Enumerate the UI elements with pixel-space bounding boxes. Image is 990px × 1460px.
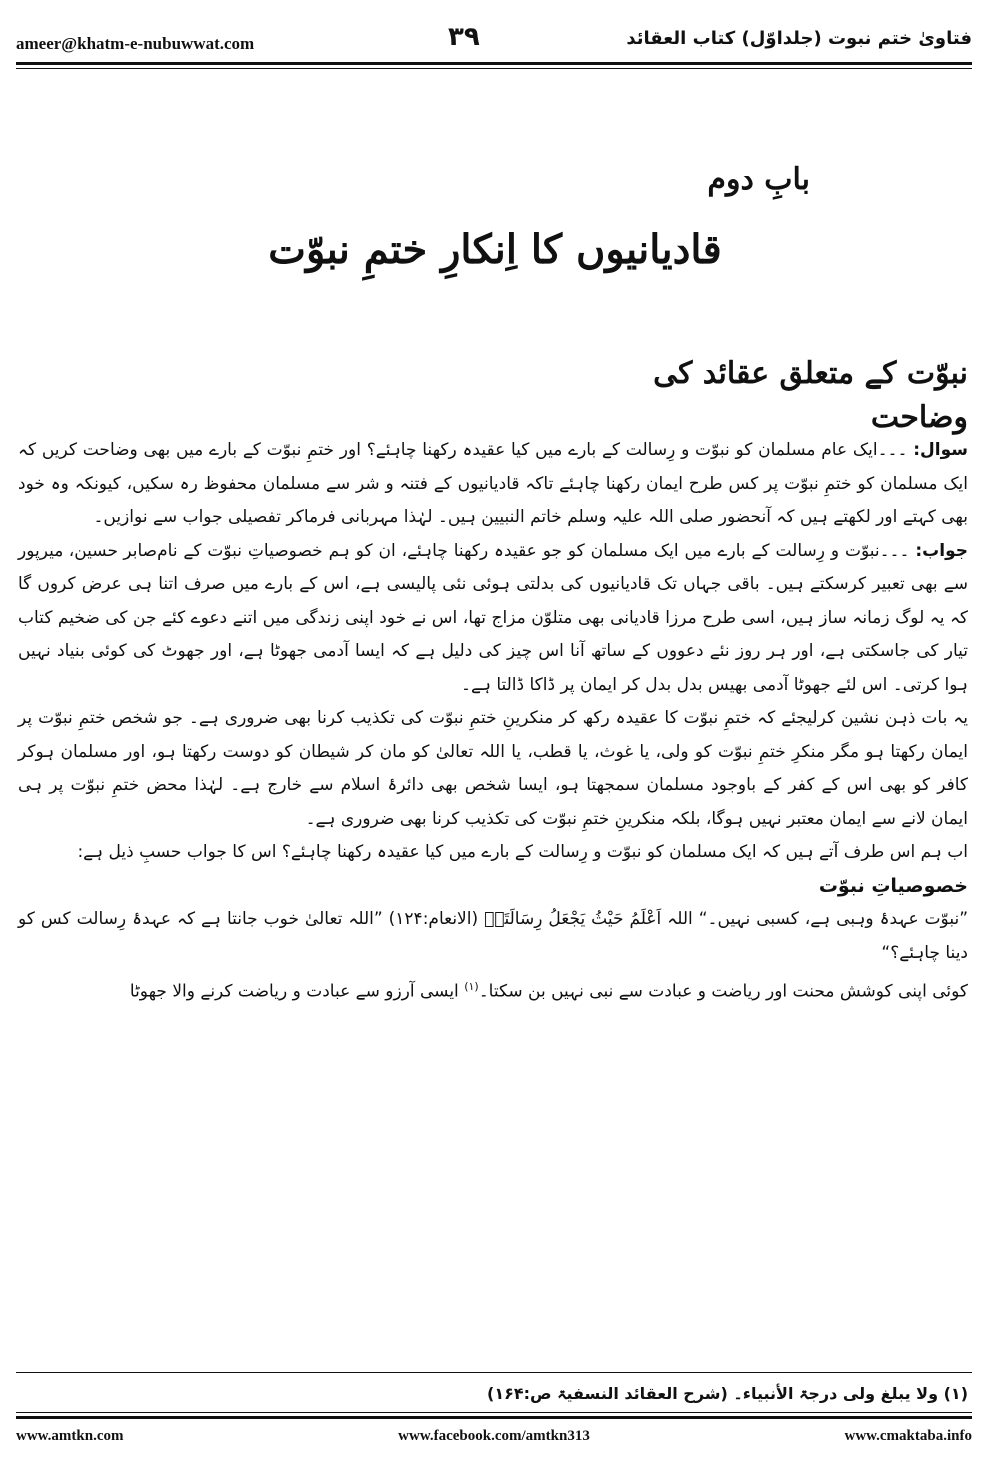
- chapter-title: قادیانیوں کا اِنکارِ ختمِ نبوّت: [268, 226, 722, 273]
- last-paragraph: [18, 970, 968, 1009]
- footer-link-cmaktaba: www.cmaktaba.info: [844, 1428, 972, 1444]
- footer-rule-thick: [16, 1416, 972, 1419]
- quote-after: ”اللہ تعالیٰ خوب جانتا ہے کہ عہدۂ رِسالت کس کو دینا چاہئے؟“: [18, 909, 968, 963]
- paragraph: اب ہم اس طرف آتے ہیں کہ ایک مسلمان کو نبوّت و رِسالت کے بارے میں کیا عقیدہ رکھنا چاہئے؟ اس کا جواب حسبِ ذیل ہے:: [77, 842, 968, 862]
- body-text: [18, 434, 968, 1009]
- page-number: ۳۹: [448, 22, 480, 52]
- quote-ref: (الانعام:۱۲۴): [388, 909, 479, 929]
- header-email: ameer@khatm-e-nubuwwat.com: [16, 34, 255, 53]
- last-line-text: کوئی اپنی کوشش محنت اور ریاضت و عبادت سے نبی نہیں بن سکتا۔: [478, 981, 968, 1002]
- question-label: سوال:: [913, 440, 968, 460]
- quote-paragraph: [18, 903, 968, 970]
- paragraph: یہ بات ذہن نشین کرلیجئے کہ ختمِ نبوّت کا عقیدہ رکھ کر منکرینِ ختمِ نبوّت کی تکذیب کرنا بھی ضروری ہے۔ جو شخص ختمِ نبوّت پر ایمان رکھتا ہو مگر منکرِ ختمِ نبوّت کو ولی، یا غوث، یا قطب، یا اللہ تعالیٰ کو مان کر شیطان کو دوست رکھتا ہو، اور مسلمان ہوکر کافر کو بھی اس کے کفر کے باوجود مسلمان سمجھتا ہو، ایسا شخص بھی دائرۂ اسلام سے خارج ہے۔ لہٰذا محض ختمِ نبوّت پر ہی ایمان لانے سے ایمان معتبر نہیں ہوگا، بلکہ منکرینِ ختمِ نبوّت کی تکذیب کرنا بھی ضروری ہے۔: [18, 708, 968, 829]
- footnote-ref: (۱): [464, 980, 479, 993]
- question-paragraph: [18, 434, 968, 561]
- chapter-label: بابِ دوم: [707, 162, 810, 197]
- answer-label: جواب:: [915, 540, 968, 561]
- page-footer: [16, 1428, 972, 1452]
- footer-link-amtkn: www.amtkn.com: [16, 1428, 124, 1444]
- question-text: ۔۔۔ایک عام مسلمان کو نبوّت و رِسالت کے بارے میں کیا عقیدہ رکھنا چاہئے؟ اور ختمِ نبوّت کے بارے میں بھی وضاحت کریں کہ ایک مسلمان کو ختمِ نبوّت پر کس طرح ایمان رکھنا چاہئے تاکہ قادیانیوں کے فتنہ و شر سے مسلمان محفوظ رہ سکیں، کیونکہ وہ خود بھی کہتے اور لکھتے ہیں کہ آنحضور صلی اللہ علیہ وسلم خاتم النبیین ہیں۔ لہٰذا مہربانی فرماکر تفصیلی جواب سے نوازیں۔: [18, 440, 968, 527]
- answer-text: ۔۔۔نبوّت و رِسالت کے بارے میں ایک مسلمان کو جو عقیدہ رکھنا چاہئے، ان کو ہم خصوصیاتِ نبوّت کے نام سے بھی تعبیر کرسکتے ہیں۔ باقی جہاں تک قادیانیوں کی بدلتی ہوئی نئی پالیسی ہے، اس کے بارے میں صرف اتنا ہی عرض کروں گا کہ یہ لوگ زمانہ ساز ہیں، اسی طرح مرزا قادیانی بھی متلوّن مزاج تھا، اس نے خود اپنی زندگی میں اتنے دعوے کئے جن کی ضخیم کتاب تیار کی جاسکتی ہے، اور ہر روز نئے دعووں کے ساتھ آنا اس چیز کی دلیل ہے کہ ایسا آدمی جھوٹا ہے، اور جھوٹ کی کوئی بنیاد نہیں ہوا کرتی۔ اس لئے جھوٹا آدمی بھیس بدل بدل کر ایمان پر ڈاکا ڈالتا ہے۔: [18, 540, 968, 695]
- header-rule-thick: [16, 62, 972, 65]
- footer-link-facebook: www.facebook.com/amtkn313: [398, 1428, 590, 1444]
- quote-arabic: اللہ اَعْلَمُ حَیْثُ یَجْعَلُ رِسَالَتَہٗ: [484, 909, 693, 929]
- page-header: [16, 22, 972, 58]
- header-rule-thin: [16, 68, 972, 69]
- question-signature: صابر حسین، میرپور: [18, 540, 158, 561]
- footer-rule-thin: [16, 1412, 972, 1413]
- footnote: (۱) ولا یبلغ ولی درجۃ الأنبیاء۔ (شرح العقائد النسفیۃ ص:۱۶۴): [487, 1384, 968, 1403]
- last-line-rest: ایسی آرزو سے عبادت و ریاضت کرنے والا جھوٹا: [129, 981, 459, 1002]
- section-title: نبوّت کے متعلق عقائد کی وضاحت: [653, 356, 968, 435]
- quote-before: ”نبوّت عہدۂ وہبی ہے، کسبی نہیں۔“: [698, 909, 969, 929]
- subheading: خصوصیاتِ نبوّت: [818, 874, 968, 897]
- footnote-rule: [16, 1372, 972, 1373]
- answer-paragraph: [18, 535, 968, 703]
- book-title: فتاویٰ ختم نبوت (جلداوّل) کتاب العقائد: [626, 28, 972, 49]
